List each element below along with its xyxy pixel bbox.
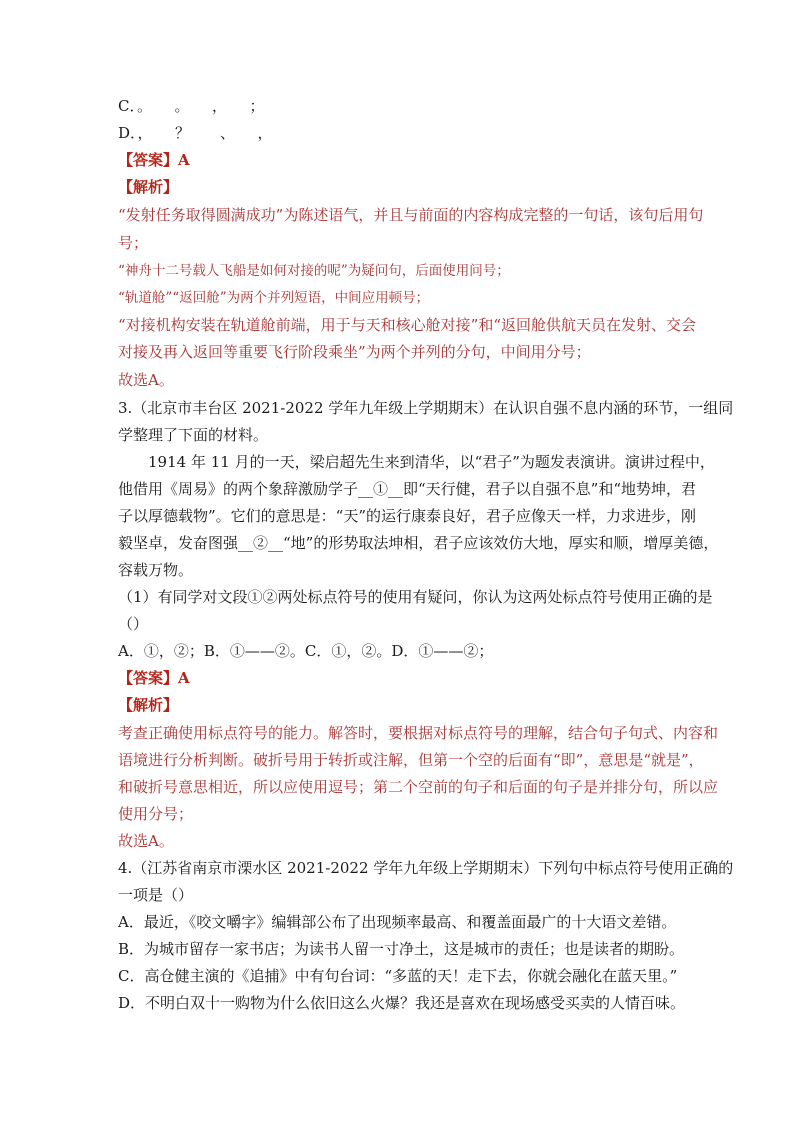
- passage-line-3: 子以厚德载物”。它们的意思是：“天”的运行康泰良好，君子应像天一样，力求进步，刚: [118, 507, 697, 525]
- passage-line-4: 毅坚卓，发奋图强__②__“地”的形势取法坤相，君子应该效仿大地，厚实和顺，增厚美德，: [118, 534, 719, 552]
- analysis2-text-4: 使用分号；: [118, 805, 194, 823]
- question-4-stem: 4.（江苏省南京市溧水区 2021-2022 学年九年级上学期期末）下列句中标点符号使用正确的: [118, 859, 734, 877]
- analysis2-text-3: 和破折号意思相近，所以应使用逗号；第二个空前的句子和后面的句子是并排分句，所以应: [118, 778, 719, 796]
- question-4-option-b: B．为城市留存一家书店；为读书人留一寸净土，这是城市的责任；也是读者的期盼。: [118, 940, 685, 958]
- sub-question-1: （1）有同学对文段①②两处标点符号的使用有疑问，你认为这两处标点符号使用正确的是: [118, 588, 713, 606]
- answer-label-2: 【答案】A: [118, 669, 190, 687]
- question-4-option-d: D．不明白双十一购物为什么依旧这么火爆？我还是喜欢在现场感受买卖的人情百味。: [118, 994, 686, 1012]
- analysis2-text-2: 语境进行分析判断。破折号用于转折或注解，但第一个空的后面有“即”，意思是“就是”，: [118, 751, 704, 769]
- option-c: C．。 。 ， ；: [118, 97, 265, 115]
- analysis-label-2: 【解析】: [118, 696, 179, 714]
- sub-question-1-options: A．①，②；B．①——②。C．①，②。D．①——②；: [118, 642, 494, 660]
- question-3-stem: 3.（北京市丰台区 2021-2022 学年九年级上学期期末）在认识自强不息内涵的环节，一组同: [118, 399, 734, 417]
- option-d: D．， ？ 、 ，: [118, 124, 273, 142]
- passage-line-2: 他借用《周易》的两个象辞激励学子__①__即“天行健，君子以自强不息”和“地势坤，君: [118, 480, 697, 498]
- analysis-text-6: 对接及再入返回等重要飞行阶段乘坐”为两个并列的分句，中间用分号；: [118, 343, 591, 361]
- question-4-option-a: A．最近，《咬文嚼字》编辑部公布了出现频率最高、和覆盖面最广的十大语文差错。: [118, 913, 677, 931]
- sub-question-1-bracket: （）: [118, 615, 149, 633]
- analysis-text-2: 号；: [118, 234, 149, 252]
- analysis2-conclusion: 故选A。: [118, 832, 174, 850]
- answer-label: 【答案】A: [118, 151, 190, 169]
- analysis-text-4: “轨道舱”“返回舱”为两个并列短语，中间应用顿号；: [118, 290, 430, 306]
- analysis-conclusion: 故选A。: [118, 371, 174, 389]
- analysis-text-5: “对接机构安装在轨道舱前端，用于与天和核心舱对接”和“返回舱供航天员在发射、交会: [118, 316, 697, 334]
- analysis-text-3: “神舟十二号载人飞船是如何对接的呢”为疑问句，后面使用问号；: [118, 263, 510, 279]
- passage-line-5: 容载万物。: [118, 561, 194, 579]
- question-3-stem-2: 学整理了下面的材料。: [118, 426, 269, 444]
- analysis2-text-1: 考查正确使用标点符号的能力。解答时，要根据对标点符号的理解，结合句子句式、内容和: [118, 724, 719, 742]
- question-4-stem-2: 一项是（）: [118, 886, 194, 904]
- analysis-text-1: “发射任务取得圆满成功”为陈述语气，并且与前面的内容构成完整的一句话，该句后用句: [118, 206, 704, 224]
- question-4-option-c: C．高仓健主演的《追捕》中有句台词：“多蓝的天！走下去，你就会融化在蓝天里。”: [118, 967, 678, 985]
- analysis-label: 【解析】: [118, 178, 179, 196]
- passage-line-1: 1914 年 11 月的一天，梁启超先生来到清华，以“君子”为题发表演讲。演讲过程中，: [148, 453, 715, 471]
